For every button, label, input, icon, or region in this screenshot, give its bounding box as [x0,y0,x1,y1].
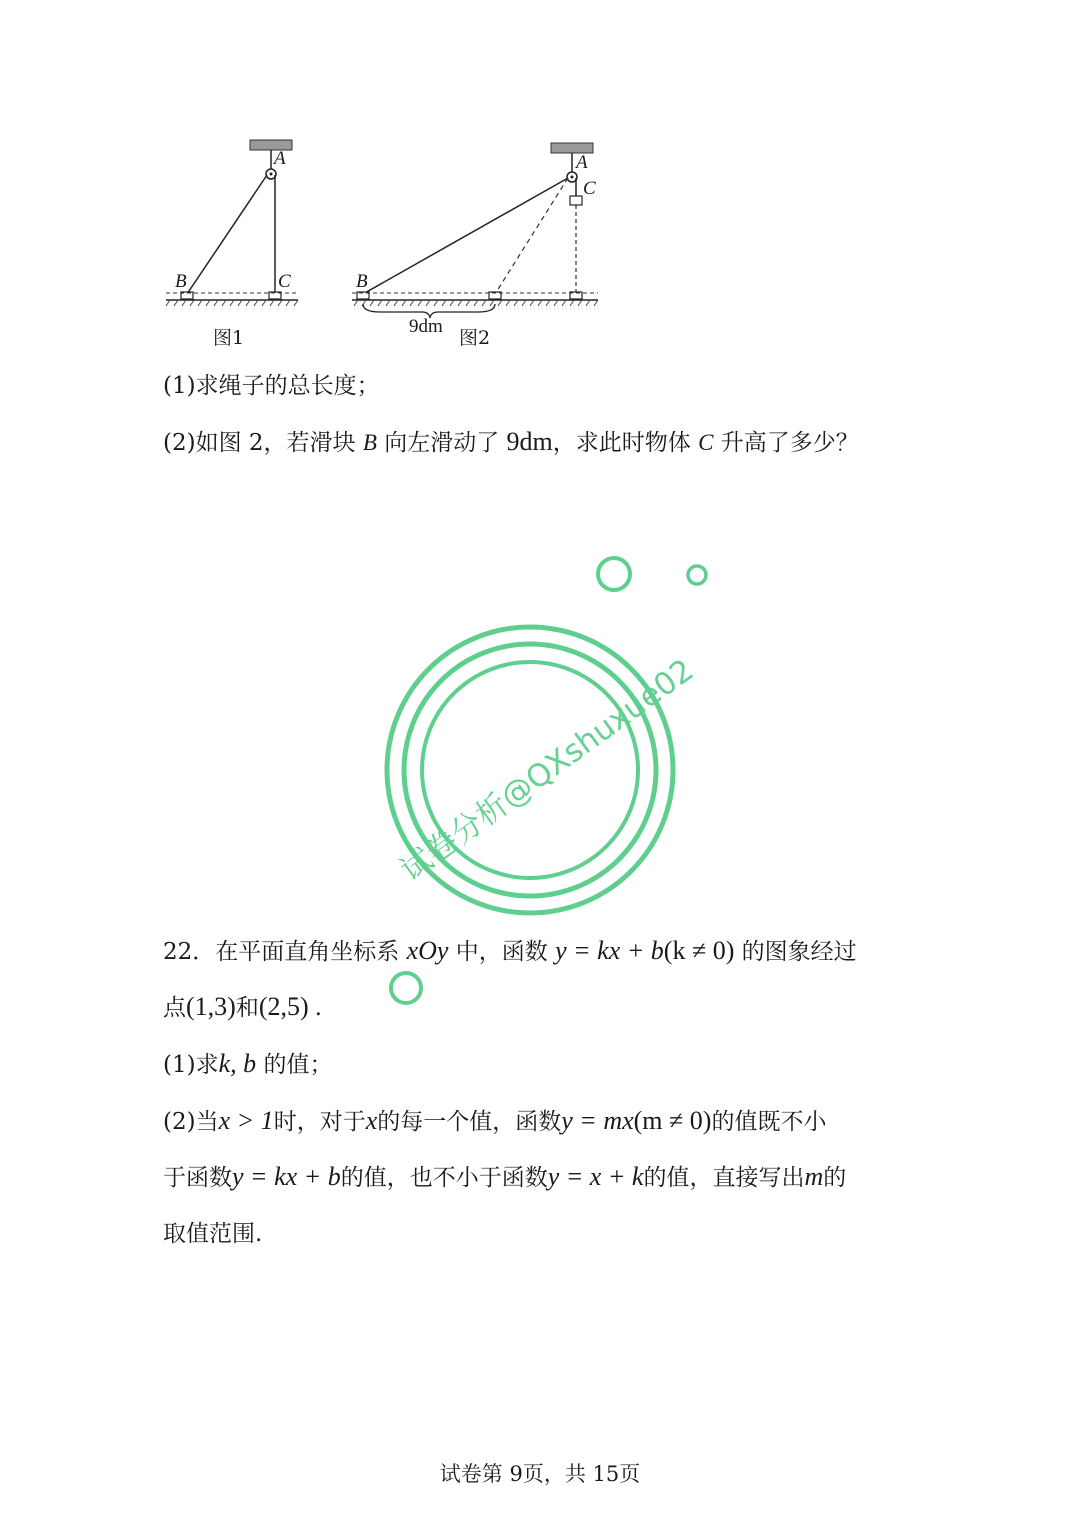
figure-1-label-b: B [175,271,187,292]
q22-part2-prefix: (2)当 [163,1109,219,1135]
q22-line1-mid: 中，函数 [448,939,556,965]
q22-part2-line3: 取值范围. [163,1221,263,1247]
figure-1-label-a: A [274,148,286,169]
q22-part2-function-1: y = kx + b [232,1162,341,1191]
figure-2-caption: 图2 [459,327,491,349]
q22-part2-condition-m: (m ≠ 0) [633,1106,712,1135]
q22-part2-line1-suffix: 的值既不小 [711,1109,827,1135]
q21-var-b: B [362,430,377,455]
q22-part1 [163,1049,332,1080]
q22-part2-function-2: y = x + k [547,1162,644,1191]
q22-line1 [163,936,857,967]
figure-1-caption: 图1 [213,327,245,349]
q22-part2-line1 [163,1106,826,1137]
q22-part1-suffix: 的值； [256,1052,333,1078]
q22-coord-system: xOy [406,936,449,965]
q22-part2-line2-mid1: 的值，也不小于函数 [340,1165,548,1191]
q21-part1: (1)求绳子的总长度； [163,373,380,399]
q21-part2 [163,427,859,458]
q22-part2-line2-prefix: 于函数 [163,1165,232,1191]
figure-2-distance: 9dm [409,316,443,337]
q22-line2-suffix: . [314,995,322,1021]
q21-distance: 9dm [506,427,553,456]
q21-var-c: C [698,430,714,455]
watermark-text: 试卷分析@QXshuxue02 [393,652,701,889]
q22-line2-prefix: 点 [163,995,186,1021]
q22-part1-vars: k, b [218,1049,257,1078]
page-footer: 试卷第 9页，共 15页 [439,1462,641,1486]
q22-point-1: (1,3) [186,992,236,1021]
q22-part2-condition: x > 1 [218,1106,274,1135]
q22-part2-x: x [365,1106,378,1135]
figures [150,130,620,360]
q22-part2-line2-mid2: 的值，直接写出 [643,1165,805,1191]
q22-part1-prefix: (1)求 [163,1052,219,1078]
figure-2-label-a: A [576,152,588,173]
figure-2-label-b: B [356,271,368,292]
q22-line1-suffix: 的图象经过 [734,939,857,965]
q22-line2 [163,992,322,1023]
q22-part2-mid1: 时，对于 [273,1109,366,1135]
q22-point-2: (2,5) [258,992,309,1021]
q22-part2-m: m [804,1162,824,1191]
q21-part2-suffix: 升高了多少？ [713,430,859,456]
q22-and: 和 [235,995,259,1021]
figure-2-drawing [352,143,598,318]
q22-part2-line2-suffix: 的 [823,1165,847,1191]
q22-function: y = kx + b [555,936,664,965]
q22-part2-line2 [163,1162,846,1193]
figure-1-label-c: C [278,271,291,292]
q22-part2-function: y = mx [561,1106,634,1135]
q21-part2-mid2: ，求此时物体 [552,430,699,456]
q22-condition: (k ≠ 0) [663,936,735,965]
figure-2-label-c: C [583,178,596,199]
q21-part2-mid1: 向左滑动了 [376,430,507,456]
q21-part2-prefix: (2)如图 2，若滑块 [163,430,363,456]
q22-part2-mid2: 的每一个值，函数 [377,1109,562,1135]
q22-number: 22．在平面直角坐标系 [163,939,407,965]
